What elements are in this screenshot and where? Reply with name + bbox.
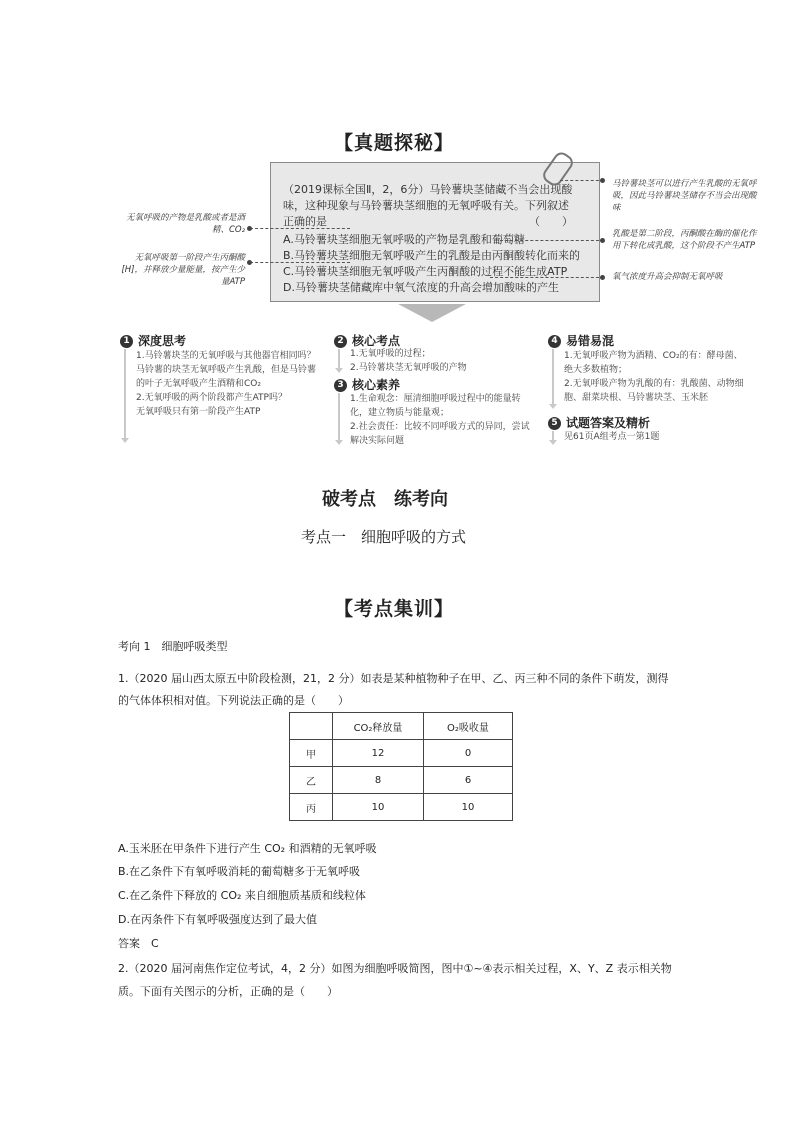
section-core-literacy-body bbox=[350, 392, 530, 448]
annotation-left-2: 无氧呼吸第一阶段产生丙酮酸[H]，并释放少量能量，按产生少量ATP bbox=[121, 253, 245, 287]
section-bar bbox=[552, 349, 554, 405]
annotation-line bbox=[500, 240, 604, 241]
annotation-dot bbox=[600, 178, 605, 183]
heading-break-points: 破考点 练考向 bbox=[322, 489, 448, 510]
body-line: 2.马铃薯块茎无氧呼吸的产物 bbox=[350, 363, 467, 373]
q1-line-1: 1.（2020 届山西太原五中阶段检测，21，2 分）如表是某种植物种子在甲、乙、丙三种不同的条件下萌发，测得 bbox=[118, 672, 669, 685]
q1-option-b: B.在乙条件下有氧呼吸消耗的葡萄糖多于无氧呼吸 bbox=[118, 865, 361, 878]
q1-option-a: A.玉米胚在甲条件下进行产生 CO₂ 和酒精的无氧呼吸 bbox=[118, 842, 377, 855]
q2-line-2: 质。下面有关图示的分析，正确的是（ ） bbox=[118, 985, 338, 998]
down-arrow-icon bbox=[398, 304, 466, 322]
annotation-dot bbox=[247, 260, 252, 265]
number-badge: 3 bbox=[334, 379, 347, 392]
annotation-dot bbox=[600, 238, 605, 243]
q1-answer: 答案 C bbox=[118, 937, 159, 950]
annotation-right-3: 氧气浓度升高会抑制无氧呼吸 bbox=[612, 272, 723, 282]
body-line: 1.无氧呼吸的过程； bbox=[350, 349, 431, 359]
annotation-right-2: 乳酸是第二阶段，丙酮酸在酶的催化作用下转化成乳酸，这个阶段不产生ATP bbox=[612, 229, 757, 251]
card-line-1: （2019课标全国Ⅱ，2，6分）马铃薯块茎储藏不当会出现酸 bbox=[283, 183, 573, 196]
table-header-cell: CO₂释放量 bbox=[333, 713, 424, 740]
annotation-dot bbox=[600, 275, 605, 280]
body-line: 2.无氧呼吸的两个阶段都产生ATP吗？ bbox=[136, 393, 287, 403]
body-line: 1.无氧呼吸产物为酒精、CO₂的有：酵母菌、绝大多数植物； bbox=[564, 351, 743, 375]
section-title-label: 核心考点 bbox=[352, 334, 401, 348]
section-title-zhenti: 【真题探秘】 bbox=[334, 132, 455, 154]
option-b: B.马铃薯块茎细胞无氧呼吸产生的乳酸是由丙酮酸转化而来的 bbox=[283, 249, 581, 262]
annotation-dot bbox=[247, 226, 252, 231]
q1-option-c: C.在乙条件下释放的 CO₂ 来自细胞质基质和线粒体 bbox=[118, 889, 366, 902]
number-badge: 1 bbox=[120, 335, 133, 348]
table-cell: 乙 bbox=[290, 767, 333, 794]
option-c: C.马铃薯块茎细胞无氧呼吸产生丙酮酸的过程不能生成ATP bbox=[283, 265, 568, 278]
gas-volume-table bbox=[289, 712, 513, 821]
body-line: 见61页A组考点一第1题 bbox=[564, 432, 660, 442]
q1-line-2: 的气体体积相对值。下列说法正确的是（ ） bbox=[118, 694, 349, 707]
section-answer-body bbox=[564, 430, 749, 444]
q2-line-1: 2.（2020 届河南焦作定位考试，4，2 分）如图为细胞呼吸简图，图中①~④表示相关过程，X、Y、Z 表示相关物 bbox=[118, 962, 672, 975]
annotation-line bbox=[250, 228, 350, 229]
section-title-label: 深度思考 bbox=[138, 334, 187, 348]
q1-option-d: D.在丙条件下有氧呼吸强度达到了最大值 bbox=[118, 913, 317, 926]
body-line: 2.社会责任：比较不同呼吸方式的异同，尝试解决实际问题 bbox=[350, 422, 530, 446]
number-badge: 2 bbox=[334, 335, 347, 348]
table-cell: 0 bbox=[424, 740, 513, 767]
table-row bbox=[290, 767, 513, 794]
table-header-cell: O₂吸收量 bbox=[424, 713, 513, 740]
section-title-label: 试题答案及精析 bbox=[566, 416, 651, 430]
section-answer-title bbox=[548, 414, 650, 431]
section-deep-thinking-title bbox=[120, 332, 186, 349]
card-line-3: 正确的是 bbox=[283, 215, 327, 228]
table-header-cell bbox=[290, 713, 333, 740]
table-cell: 6 bbox=[424, 767, 513, 794]
table-cell: 10 bbox=[333, 794, 424, 821]
number-badge: 4 bbox=[548, 335, 561, 348]
heading-point-one: 考点一 细胞呼吸的方式 bbox=[301, 528, 467, 546]
annotation-right-1: 马铃薯块茎可以进行产生乳酸的无氧呼吸，因此马铃薯块茎储存不当会出现酸味 bbox=[612, 179, 757, 213]
annotation-line bbox=[560, 180, 604, 181]
table-cell: 10 bbox=[424, 794, 513, 821]
section-bar bbox=[338, 393, 340, 441]
table-row bbox=[290, 794, 513, 821]
section-core-literacy-title bbox=[334, 376, 400, 393]
annotation-left-1: 无氧呼吸的产物是乳酸或者是酒精、CO₂ bbox=[125, 213, 245, 235]
table-cell: 12 bbox=[333, 740, 424, 767]
table-cell: 丙 bbox=[290, 794, 333, 821]
table-header-row bbox=[290, 713, 513, 740]
option-d: D.马铃薯块茎储藏库中氧气浓度的升高会增加酸味的产生 bbox=[283, 281, 559, 294]
answer-paren: （ ） bbox=[529, 215, 573, 228]
table-row bbox=[290, 740, 513, 767]
annotation-line bbox=[250, 262, 350, 263]
section-title-label: 易错易混 bbox=[566, 334, 615, 348]
number-badge: 5 bbox=[548, 417, 561, 430]
body-line: 1.马铃薯块茎的无氧呼吸与其他器官相同吗？ bbox=[136, 351, 316, 361]
heading-training: 【考点集训】 bbox=[334, 598, 455, 620]
section-core-point-body bbox=[350, 347, 530, 375]
section-confusion-title bbox=[548, 332, 614, 349]
card-line-2: 味，这种现象与马铃薯块茎细胞的无氧呼吸有关。下列叙述 bbox=[283, 199, 569, 212]
section-bar bbox=[338, 349, 340, 369]
section-bar bbox=[552, 431, 554, 441]
annotation-line bbox=[490, 277, 604, 278]
body-line: 马铃薯的块茎无氧呼吸产生乳酸，但是马铃薯的叶子无氧呼吸产生酒精和CO₂ bbox=[136, 365, 317, 389]
table-cell: 8 bbox=[333, 767, 424, 794]
question-direction: 考向 1 细胞呼吸类型 bbox=[118, 640, 228, 653]
body-line: 无氧呼吸只有第一阶段产生ATP bbox=[136, 407, 261, 417]
table-cell: 甲 bbox=[290, 740, 333, 767]
section-deep-thinking-body bbox=[136, 349, 316, 419]
body-line: 1.生命观念：厘清细胞呼吸过程中的能量转化，建立物质与能量观； bbox=[350, 394, 521, 418]
section-confusion-body bbox=[564, 349, 749, 405]
section-title-label: 核心素养 bbox=[352, 378, 401, 392]
option-a: A.马铃薯块茎细胞无氧呼吸的产物是乳酸和葡萄糖 bbox=[283, 233, 525, 246]
section-bar bbox=[124, 349, 126, 439]
body-line: 2.无氧呼吸产物为乳酸的有：乳酸菌、动物细胞、甜菜块根、马铃薯块茎、玉米胚 bbox=[564, 379, 744, 403]
